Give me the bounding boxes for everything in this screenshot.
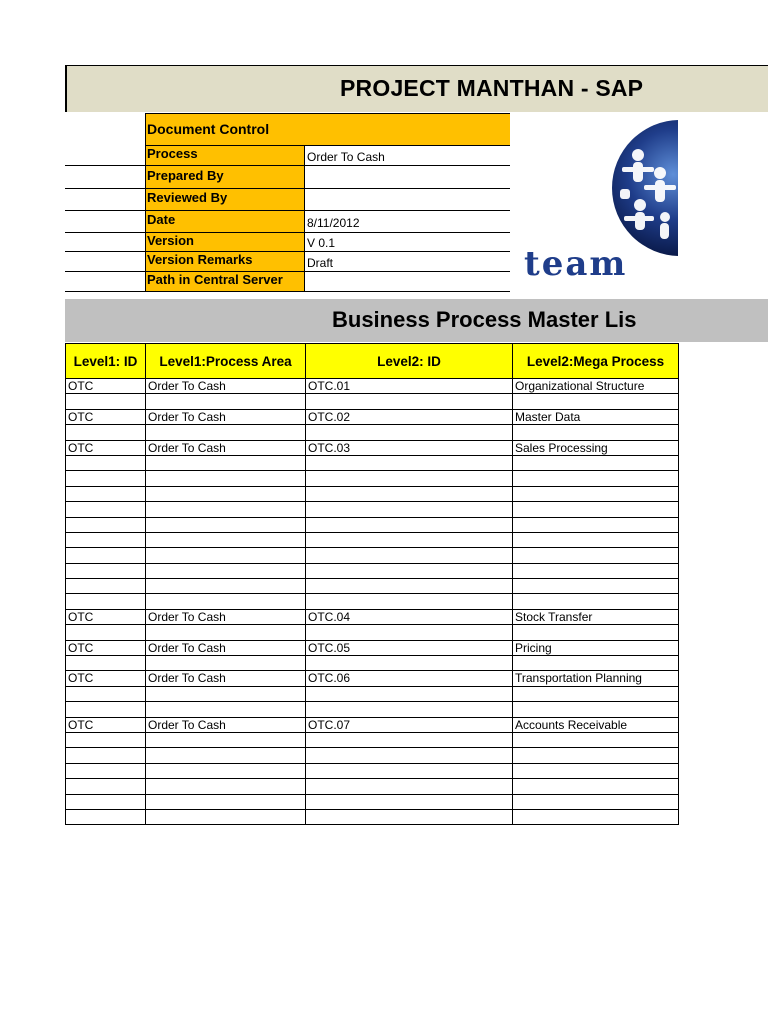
col-header-level2-mega-process[interactable]: Level2:Mega Process	[513, 344, 679, 379]
cell-level1-id[interactable]	[66, 532, 146, 547]
table-row	[66, 532, 679, 547]
cell-level1-id[interactable]: OTC	[66, 717, 146, 732]
cell-level1-process-area[interactable]	[146, 532, 306, 547]
table-row	[66, 517, 679, 532]
cell-level1-process-area[interactable]	[146, 394, 306, 409]
cell-level2-mega-process[interactable]	[513, 732, 679, 747]
cell-level1-process-area[interactable]: Order To Cash	[146, 409, 306, 424]
cell-level2-id[interactable]	[306, 809, 513, 824]
doc-control-label: Path in Central Server	[145, 272, 305, 292]
cell-level1-process-area[interactable]	[146, 425, 306, 440]
cell-level2-mega-process[interactable]	[513, 656, 679, 671]
cell-level2-mega-process[interactable]	[513, 517, 679, 532]
cell-level1-id[interactable]	[66, 732, 146, 747]
table-row	[66, 794, 679, 809]
doc-control-value[interactable]: V 0.1	[304, 233, 511, 252]
doc-control-value[interactable]	[304, 189, 511, 211]
table-row	[66, 379, 679, 394]
cell-level1-process-area[interactable]: Order To Cash	[146, 609, 306, 624]
cell-level2-id[interactable]	[306, 748, 513, 763]
cell-level2-mega-process[interactable]	[513, 532, 679, 547]
cell-level1-id[interactable]	[66, 625, 146, 640]
cell-level2-id[interactable]	[306, 471, 513, 486]
cell-level2-id[interactable]	[306, 763, 513, 778]
cell-level1-process-area[interactable]	[146, 748, 306, 763]
logo-wordmark: team	[524, 244, 628, 284]
cell-level2-mega-process[interactable]	[513, 625, 679, 640]
cell-level2-id[interactable]: OTC.05	[306, 640, 513, 655]
cell-level2-mega-process[interactable]	[513, 809, 679, 824]
doc-control-spacer-cell	[65, 211, 145, 233]
cell-level2-id[interactable]	[306, 579, 513, 594]
table-row	[66, 640, 679, 655]
cell-level2-mega-process[interactable]: Master Data	[513, 409, 679, 424]
cell-level2-id[interactable]	[306, 779, 513, 794]
cell-level1-process-area[interactable]: Order To Cash	[146, 717, 306, 732]
table-row	[66, 656, 679, 671]
doc-control-value[interactable]: Draft	[304, 252, 511, 272]
cell-level1-id[interactable]	[66, 517, 146, 532]
table-row	[66, 732, 679, 747]
cell-level1-id[interactable]: OTC	[66, 671, 146, 686]
table-row	[66, 563, 679, 578]
cell-level2-id[interactable]	[306, 563, 513, 578]
cell-level1-id[interactable]	[66, 686, 146, 701]
cell-level2-id[interactable]: OTC.04	[306, 609, 513, 624]
table-row	[66, 609, 679, 624]
cell-level2-id[interactable]	[306, 532, 513, 547]
cell-level2-mega-process[interactable]	[513, 579, 679, 594]
cell-level2-mega-process[interactable]	[513, 425, 679, 440]
table-row	[66, 594, 679, 609]
cell-level1-process-area[interactable]: Order To Cash	[146, 640, 306, 655]
cell-level2-mega-process[interactable]: Sales Processing	[513, 440, 679, 455]
doc-control-spacer-cell	[65, 252, 145, 272]
cell-level1-id[interactable]	[66, 579, 146, 594]
master-list-header-row	[66, 344, 679, 379]
cell-level2-mega-process[interactable]	[513, 394, 679, 409]
cell-level1-process-area[interactable]	[146, 517, 306, 532]
cell-level2-mega-process[interactable]: Pricing	[513, 640, 679, 655]
section-title-bar	[65, 299, 768, 342]
cell-level1-process-area[interactable]	[146, 594, 306, 609]
cell-level2-mega-process[interactable]	[513, 686, 679, 701]
cell-level2-mega-process[interactable]	[513, 702, 679, 717]
doc-control-label: Version Remarks	[145, 252, 305, 272]
table-row	[66, 502, 679, 517]
doc-control-value[interactable]: 8/11/2012	[304, 211, 511, 233]
project-title: PROJECT MANTHAN - SAP	[340, 75, 644, 101]
cell-level1-process-area[interactable]	[146, 702, 306, 717]
cell-level2-mega-process[interactable]: Accounts Receivable	[513, 717, 679, 732]
table-row	[66, 717, 679, 732]
cell-level1-id[interactable]	[66, 594, 146, 609]
cell-level2-mega-process[interactable]	[513, 502, 679, 517]
cell-level2-id[interactable]	[306, 794, 513, 809]
table-row	[66, 686, 679, 701]
cell-level1-id[interactable]	[66, 455, 146, 470]
cell-level2-id[interactable]	[306, 502, 513, 517]
cell-level2-id[interactable]	[306, 686, 513, 701]
cell-level2-id[interactable]	[306, 394, 513, 409]
cell-level1-id[interactable]	[66, 702, 146, 717]
cell-level1-process-area[interactable]	[146, 656, 306, 671]
table-row	[66, 409, 679, 424]
table-row	[66, 702, 679, 717]
doc-control-spacer-cell	[65, 189, 145, 211]
project-title-bar	[65, 65, 768, 112]
doc-control-header: Document Control	[145, 113, 511, 146]
cell-level2-mega-process[interactable]: Transportation Planning	[513, 671, 679, 686]
cell-level1-id[interactable]	[66, 502, 146, 517]
cell-level1-id[interactable]	[66, 486, 146, 501]
doc-control-label: Prepared By	[145, 166, 305, 189]
table-row	[66, 455, 679, 470]
cell-level1-id[interactable]	[66, 563, 146, 578]
cell-level2-id[interactable]	[306, 732, 513, 747]
cell-level1-id[interactable]	[66, 471, 146, 486]
col-header-level1-process-area[interactable]: Level1:Process Area	[146, 344, 306, 379]
cell-level1-process-area[interactable]	[146, 502, 306, 517]
cell-level1-process-area[interactable]: Order To Cash	[146, 440, 306, 455]
cell-level1-id[interactable]: OTC	[66, 409, 146, 424]
table-row	[66, 425, 679, 440]
cell-level2-mega-process[interactable]	[513, 794, 679, 809]
business-process-master-list	[65, 343, 679, 825]
cell-level1-process-area[interactable]	[146, 471, 306, 486]
cell-level2-id[interactable]	[306, 517, 513, 532]
table-row	[66, 625, 679, 640]
cell-level2-id[interactable]	[306, 656, 513, 671]
table-row	[66, 809, 679, 824]
doc-control-label: Date	[145, 211, 305, 233]
table-row	[66, 748, 679, 763]
cell-level2-id[interactable]	[306, 702, 513, 717]
cell-level1-process-area[interactable]	[146, 563, 306, 578]
doc-control-spacer-cell	[65, 166, 145, 189]
cell-level1-id[interactable]	[66, 548, 146, 563]
doc-control-spacer-cell	[65, 146, 145, 166]
cell-level1-id[interactable]: OTC	[66, 640, 146, 655]
table-row	[66, 394, 679, 409]
cell-level2-mega-process[interactable]	[513, 594, 679, 609]
cell-level1-id[interactable]	[66, 763, 146, 778]
cell-level2-mega-process[interactable]	[513, 763, 679, 778]
cell-level2-id[interactable]: OTC.02	[306, 409, 513, 424]
table-row	[66, 763, 679, 778]
cell-level1-process-area[interactable]: Order To Cash	[146, 671, 306, 686]
cell-level2-mega-process[interactable]	[513, 548, 679, 563]
cell-level1-id[interactable]	[66, 394, 146, 409]
cell-level2-mega-process[interactable]	[513, 471, 679, 486]
cell-level2-id[interactable]: OTC.06	[306, 671, 513, 686]
table-row	[66, 486, 679, 501]
cell-level2-id[interactable]	[306, 594, 513, 609]
cell-level1-id[interactable]	[66, 748, 146, 763]
table-row	[66, 671, 679, 686]
company-logo	[510, 113, 678, 299]
section-title: Business Process Master Lis	[332, 307, 637, 332]
doc-control-label: Process	[145, 146, 305, 166]
cell-level2-id[interactable]: OTC.03	[306, 440, 513, 455]
doc-control-value[interactable]	[304, 272, 511, 292]
cell-level2-id[interactable]	[306, 548, 513, 563]
cell-level2-mega-process[interactable]	[513, 563, 679, 578]
cell-level2-mega-process[interactable]	[513, 455, 679, 470]
cell-level1-process-area[interactable]	[146, 779, 306, 794]
doc-control-value[interactable]	[304, 166, 511, 189]
doc-control-spacer-cell	[65, 233, 145, 252]
cell-level1-id[interactable]	[66, 779, 146, 794]
cell-level1-id[interactable]: OTC	[66, 379, 146, 394]
cell-level1-process-area[interactable]	[146, 625, 306, 640]
table-row	[66, 548, 679, 563]
cell-level2-id[interactable]	[306, 425, 513, 440]
table-row	[66, 779, 679, 794]
cell-level1-process-area[interactable]	[146, 579, 306, 594]
cell-level2-mega-process[interactable]: Stock Transfer	[513, 609, 679, 624]
cell-level1-id[interactable]	[66, 809, 146, 824]
cell-level2-mega-process[interactable]: Organizational Structure	[513, 379, 679, 394]
cell-level1-id[interactable]: OTC	[66, 440, 146, 455]
cell-level2-id[interactable]	[306, 455, 513, 470]
cell-level1-id[interactable]	[66, 794, 146, 809]
cell-level2-id[interactable]: OTC.01	[306, 379, 513, 394]
cell-level1-process-area[interactable]	[146, 809, 306, 824]
table-row	[66, 579, 679, 594]
doc-control-label: Version	[145, 233, 305, 252]
col-header-level1-id[interactable]: Level1: ID	[66, 344, 146, 379]
col-header-level2-id[interactable]: Level2: ID	[306, 344, 513, 379]
table-row	[66, 471, 679, 486]
cell-level1-id[interactable]: OTC	[66, 609, 146, 624]
cell-level1-process-area[interactable]	[146, 763, 306, 778]
cell-level2-id[interactable]	[306, 486, 513, 501]
cell-level2-id[interactable]: OTC.07	[306, 717, 513, 732]
cell-level1-id[interactable]	[66, 425, 146, 440]
cell-level1-process-area[interactable]	[146, 486, 306, 501]
doc-control-spacer-cell	[65, 272, 145, 292]
cell-level1-process-area[interactable]	[146, 686, 306, 701]
cell-level1-process-area[interactable]	[146, 732, 306, 747]
globe-logo-icon	[510, 113, 678, 299]
cell-level2-id[interactable]	[306, 625, 513, 640]
doc-control-value[interactable]: Order To Cash	[304, 146, 511, 166]
cell-level2-mega-process[interactable]	[513, 486, 679, 501]
cell-level1-process-area[interactable]: Order To Cash	[146, 379, 306, 394]
cell-level1-process-area[interactable]	[146, 794, 306, 809]
cell-level2-mega-process[interactable]	[513, 748, 679, 763]
cell-level2-mega-process[interactable]	[513, 779, 679, 794]
cell-level1-process-area[interactable]	[146, 455, 306, 470]
doc-control-label: Reviewed By	[145, 189, 305, 211]
cell-level1-id[interactable]	[66, 656, 146, 671]
table-row	[66, 440, 679, 455]
cell-level1-process-area[interactable]	[146, 548, 306, 563]
